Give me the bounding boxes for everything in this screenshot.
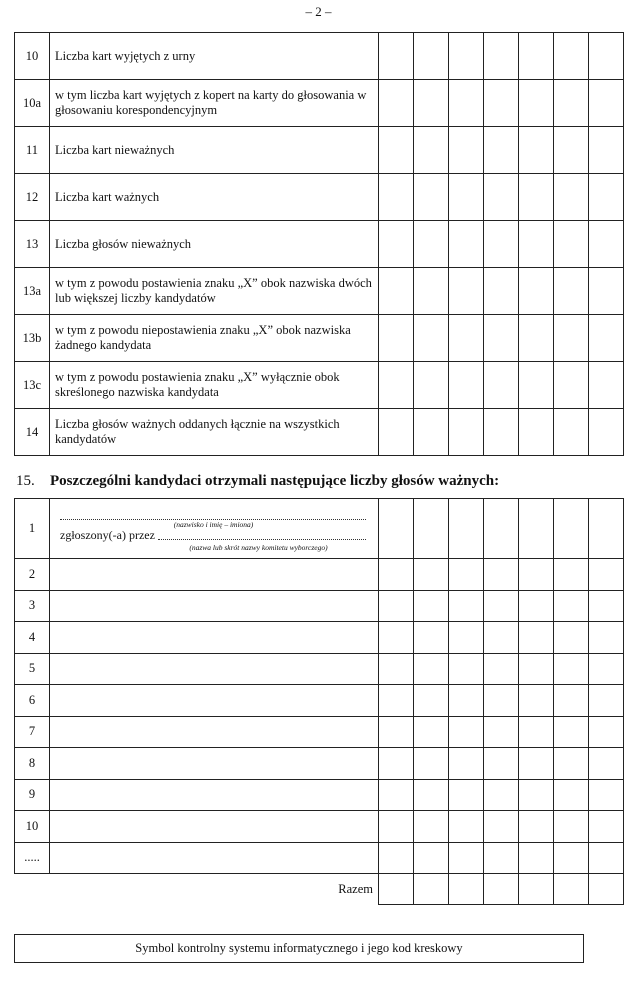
row-number: 13b <box>15 315 50 362</box>
candidate-digit-box[interactable] <box>519 779 554 811</box>
candidate-number: 9 <box>15 779 50 811</box>
candidate-digit-box[interactable] <box>484 748 519 780</box>
candidate-name-blank[interactable] <box>50 622 379 654</box>
candidate-digit-box[interactable] <box>449 653 484 685</box>
row-description: w tym liczba kart wyjętych z kopert na karty do głosowania w głosowaniu korespondencyjnym <box>50 80 379 127</box>
candidate-digit-box[interactable] <box>554 842 589 874</box>
summary-digit-box[interactable] <box>554 409 589 456</box>
row-description: w tym z powodu postawienia znaku „X” obok nazwiska dwóch lub większej liczby kandydatów <box>50 268 379 315</box>
summary-digit-box[interactable] <box>519 268 554 315</box>
candidate-digit-box[interactable] <box>414 559 449 591</box>
candidate-digit-box[interactable] <box>484 716 519 748</box>
candidate-name-field[interactable] <box>50 499 379 559</box>
candidate-digit-box[interactable] <box>589 559 624 591</box>
row-description: Liczba kart wyjętych z urny <box>50 33 379 80</box>
row-number: 13a <box>15 268 50 315</box>
candidate-digit-box[interactable] <box>554 811 589 843</box>
candidate-digit-box[interactable] <box>554 716 589 748</box>
total-digit-box[interactable] <box>589 874 624 905</box>
candidate-number: 4 <box>15 622 50 654</box>
candidate-digit-box[interactable] <box>554 779 589 811</box>
control-symbol-box: Symbol kontrolny systemu informatycznego i jego kod kreskowy <box>14 934 584 963</box>
candidate-number: 1 <box>15 499 50 559</box>
summary-digit-box[interactable] <box>519 33 554 80</box>
row-description: Liczba głosów nieważnych <box>50 221 379 268</box>
candidate-digit-box[interactable] <box>379 685 414 717</box>
candidate-digit-box[interactable] <box>519 811 554 843</box>
candidate-row <box>15 559 624 591</box>
summary-digit-box[interactable] <box>379 33 414 80</box>
section-title: Poszczególni kandydaci otrzymali następujące liczby głosów ważnych: <box>50 473 500 489</box>
summary-row <box>15 127 624 174</box>
candidate-digit-box[interactable] <box>414 779 449 811</box>
summary-digit-box[interactable] <box>519 362 554 409</box>
summary-digit-box[interactable] <box>484 315 519 362</box>
candidate-digit-box[interactable] <box>589 748 624 780</box>
total-digit-box[interactable] <box>379 874 414 905</box>
candidate-name-blank[interactable] <box>50 590 379 622</box>
candidate-name-blank[interactable] <box>50 653 379 685</box>
total-digit-box[interactable] <box>519 874 554 905</box>
candidate-digit-box[interactable] <box>589 779 624 811</box>
summary-digit-box[interactable] <box>484 174 519 221</box>
total-spacer <box>15 874 50 905</box>
candidate-digit-box[interactable] <box>484 590 519 622</box>
candidate-digit-box[interactable] <box>379 716 414 748</box>
candidate-digit-box[interactable] <box>379 842 414 874</box>
summary-digit-box[interactable] <box>554 80 589 127</box>
candidate-digit-box[interactable] <box>414 842 449 874</box>
candidate-digit-box[interactable] <box>554 559 589 591</box>
summary-digit-box[interactable] <box>484 221 519 268</box>
summary-digit-box[interactable] <box>554 33 589 80</box>
candidate-row <box>15 685 624 717</box>
candidate-digit-box[interactable] <box>519 748 554 780</box>
summary-digit-box[interactable] <box>554 127 589 174</box>
candidate-digit-box[interactable] <box>484 842 519 874</box>
candidate-digit-box[interactable] <box>554 685 589 717</box>
candidate-digit-box[interactable] <box>589 653 624 685</box>
candidate-digit-box[interactable] <box>414 716 449 748</box>
candidate-digit-box[interactable] <box>484 811 519 843</box>
candidate-digit-box[interactable] <box>449 779 484 811</box>
candidate-number: ..... <box>15 842 50 874</box>
candidate-digit-box[interactable] <box>379 559 414 591</box>
candidate-digit-box[interactable] <box>484 653 519 685</box>
candidate-digit-box[interactable] <box>519 622 554 654</box>
summary-digit-box[interactable] <box>589 362 624 409</box>
candidate-number: 5 <box>15 653 50 685</box>
candidate-name-blank[interactable] <box>50 779 379 811</box>
summary-digit-box[interactable] <box>554 315 589 362</box>
candidate-digit-box[interactable] <box>519 590 554 622</box>
candidate-name-blank[interactable] <box>50 685 379 717</box>
summary-row <box>15 80 624 127</box>
candidate-digit-box[interactable] <box>589 811 624 843</box>
candidate-digit-box[interactable] <box>554 748 589 780</box>
summary-digit-box[interactable] <box>484 409 519 456</box>
candidate-name-blank[interactable] <box>50 559 379 591</box>
candidate-digit-box[interactable] <box>414 653 449 685</box>
summary-digit-box[interactable] <box>589 80 624 127</box>
summary-digit-box[interactable] <box>414 80 449 127</box>
summary-digit-box[interactable] <box>519 315 554 362</box>
candidate-row <box>15 811 624 843</box>
candidate-digit-box[interactable] <box>379 622 414 654</box>
total-digit-box[interactable] <box>414 874 449 905</box>
candidate-digit-box[interactable] <box>589 622 624 654</box>
candidate-digit-box[interactable] <box>379 779 414 811</box>
section-number: 15. <box>16 473 35 489</box>
vote-summary-table <box>14 32 624 456</box>
candidate-digit-box[interactable] <box>519 653 554 685</box>
summary-digit-box[interactable] <box>519 221 554 268</box>
summary-digit-box[interactable] <box>589 127 624 174</box>
summary-row <box>15 221 624 268</box>
candidate-digit-box[interactable] <box>484 622 519 654</box>
summary-digit-box[interactable] <box>449 80 484 127</box>
summary-digit-box[interactable] <box>414 174 449 221</box>
summary-digit-box[interactable] <box>449 409 484 456</box>
candidate-digit-box[interactable] <box>414 622 449 654</box>
candidate-digit-box[interactable] <box>449 811 484 843</box>
summary-digit-box[interactable] <box>484 362 519 409</box>
candidate-digit-box[interactable] <box>484 685 519 717</box>
candidate-name-blank[interactable] <box>50 811 379 843</box>
summary-digit-box[interactable] <box>379 268 414 315</box>
candidate-row <box>15 842 624 874</box>
summary-row <box>15 268 624 315</box>
row-description: Liczba głosów ważnych oddanych łącznie na wszystkich kandydatów <box>50 409 379 456</box>
summary-digit-box[interactable] <box>449 268 484 315</box>
candidate-number: 10 <box>15 811 50 843</box>
summary-digit-box[interactable] <box>519 80 554 127</box>
row-number: 12 <box>15 174 50 221</box>
summary-digit-box[interactable] <box>414 127 449 174</box>
summary-digit-box[interactable] <box>379 362 414 409</box>
candidate-digit-box[interactable] <box>484 779 519 811</box>
candidate-number: 8 <box>15 748 50 780</box>
summary-digit-box[interactable] <box>449 362 484 409</box>
candidate-digit-box[interactable] <box>414 811 449 843</box>
candidate-digit-box[interactable] <box>449 842 484 874</box>
summary-digit-box[interactable] <box>484 127 519 174</box>
candidate-digit-box[interactable] <box>554 590 589 622</box>
summary-digit-box[interactable] <box>449 127 484 174</box>
summary-row <box>15 409 624 456</box>
submitted-by-label: zgłoszony(-a) przez <box>60 528 155 542</box>
candidate-digit-box[interactable] <box>589 716 624 748</box>
summary-digit-box[interactable] <box>484 268 519 315</box>
section-15-heading <box>16 472 499 490</box>
page-number: – 2 – <box>305 4 332 19</box>
summary-digit-box[interactable] <box>554 362 589 409</box>
total-digit-box[interactable] <box>449 874 484 905</box>
total-row <box>15 874 624 905</box>
candidate-digit-box[interactable] <box>379 590 414 622</box>
summary-digit-box[interactable] <box>554 174 589 221</box>
candidate-row <box>15 622 624 654</box>
summary-digit-box[interactable] <box>379 315 414 362</box>
summary-digit-box[interactable] <box>414 33 449 80</box>
summary-row <box>15 174 624 221</box>
candidate-digit-box[interactable] <box>484 499 519 559</box>
candidate-number: 6 <box>15 685 50 717</box>
candidate-digit-box[interactable] <box>379 653 414 685</box>
summary-digit-box[interactable] <box>484 33 519 80</box>
total-digit-box[interactable] <box>554 874 589 905</box>
candidate-name-blank[interactable] <box>50 842 379 874</box>
candidate-digit-box[interactable] <box>449 499 484 559</box>
summary-digit-box[interactable] <box>554 268 589 315</box>
summary-digit-box[interactable] <box>449 33 484 80</box>
summary-digit-box[interactable] <box>414 221 449 268</box>
candidate-digit-box[interactable] <box>589 499 624 559</box>
summary-digit-box[interactable] <box>589 174 624 221</box>
row-description: Liczba kart ważnych <box>50 174 379 221</box>
summary-row <box>15 315 624 362</box>
summary-digit-box[interactable] <box>379 174 414 221</box>
committee-dotted-line[interactable] <box>158 531 366 540</box>
row-number: 10a <box>15 80 50 127</box>
candidate-row <box>15 748 624 780</box>
row-description: w tym z powodu niepostawienia znaku „X” obok nazwiska żadnego kandydata <box>50 315 379 362</box>
name-hint: (nazwisko i imię – imiona) <box>173 520 254 529</box>
candidate-digit-box[interactable] <box>414 590 449 622</box>
candidate-digit-box[interactable] <box>589 685 624 717</box>
row-number: 11 <box>15 127 50 174</box>
candidate-digit-box[interactable] <box>449 716 484 748</box>
candidate-digit-box[interactable] <box>589 590 624 622</box>
candidate-digit-box[interactable] <box>484 559 519 591</box>
candidate-digit-box[interactable] <box>519 499 554 559</box>
candidates-votes-table <box>14 498 624 905</box>
candidate-name-blank[interactable] <box>50 748 379 780</box>
candidate-digit-box[interactable] <box>379 811 414 843</box>
submitted-by-line <box>60 529 366 542</box>
summary-digit-box[interactable] <box>589 409 624 456</box>
candidate-row <box>15 779 624 811</box>
total-label: Razem <box>50 874 379 905</box>
candidate-digit-box[interactable] <box>449 685 484 717</box>
summary-digit-box[interactable] <box>449 221 484 268</box>
row-description: Liczba kart nieważnych <box>50 127 379 174</box>
summary-digit-box[interactable] <box>484 80 519 127</box>
candidate-digit-box[interactable] <box>519 559 554 591</box>
candidate-digit-box[interactable] <box>379 499 414 559</box>
row-number: 13c <box>15 362 50 409</box>
summary-digit-box[interactable] <box>519 174 554 221</box>
summary-digit-box[interactable] <box>379 80 414 127</box>
candidate-number: 3 <box>15 590 50 622</box>
summary-digit-box[interactable] <box>379 127 414 174</box>
row-number: 10 <box>15 33 50 80</box>
summary-digit-box[interactable] <box>589 315 624 362</box>
summary-digit-box[interactable] <box>414 315 449 362</box>
summary-digit-box[interactable] <box>589 221 624 268</box>
candidate-digit-box[interactable] <box>554 653 589 685</box>
candidate-name-blank[interactable] <box>50 716 379 748</box>
candidate-number: 7 <box>15 716 50 748</box>
row-number: 13 <box>15 221 50 268</box>
candidate-digit-box[interactable] <box>519 716 554 748</box>
summary-digit-box[interactable] <box>589 268 624 315</box>
candidate-digit-box[interactable] <box>449 748 484 780</box>
row-description: w tym z powodu postawienia znaku „X” wyłącznie obok skreślonego nazwiska kandydata <box>50 362 379 409</box>
candidate-digit-box[interactable] <box>449 590 484 622</box>
summary-digit-box[interactable] <box>414 268 449 315</box>
summary-digit-box[interactable] <box>554 221 589 268</box>
candidate-row <box>15 590 624 622</box>
candidate-row <box>15 716 624 748</box>
summary-digit-box[interactable] <box>379 221 414 268</box>
row-number: 14 <box>15 409 50 456</box>
candidate-row <box>15 499 624 559</box>
summary-digit-box[interactable] <box>379 409 414 456</box>
summary-digit-box[interactable] <box>414 409 449 456</box>
summary-digit-box[interactable] <box>589 33 624 80</box>
summary-digit-box[interactable] <box>519 127 554 174</box>
candidate-digit-box[interactable] <box>519 842 554 874</box>
candidate-digit-box[interactable] <box>449 559 484 591</box>
summary-digit-box[interactable] <box>414 362 449 409</box>
committee-hint: (nazwa lub skrót nazwy komitetu wyborczego) <box>189 543 328 552</box>
candidate-digit-box[interactable] <box>449 622 484 654</box>
summary-digit-box[interactable] <box>519 409 554 456</box>
summary-digit-box[interactable] <box>449 315 484 362</box>
candidate-digit-box[interactable] <box>589 842 624 874</box>
name-dotted-line[interactable] <box>60 511 366 520</box>
candidate-digit-box[interactable] <box>414 499 449 559</box>
candidate-digit-box[interactable] <box>554 622 589 654</box>
summary-digit-box[interactable] <box>449 174 484 221</box>
candidate-number: 2 <box>15 559 50 591</box>
candidate-digit-box[interactable] <box>414 748 449 780</box>
total-digit-box[interactable] <box>484 874 519 905</box>
candidate-digit-box[interactable] <box>414 685 449 717</box>
candidate-digit-box[interactable] <box>554 499 589 559</box>
candidate-digit-box[interactable] <box>379 748 414 780</box>
candidate-row <box>15 653 624 685</box>
candidate-digit-box[interactable] <box>519 685 554 717</box>
summary-row <box>15 33 624 80</box>
summary-row <box>15 362 624 409</box>
